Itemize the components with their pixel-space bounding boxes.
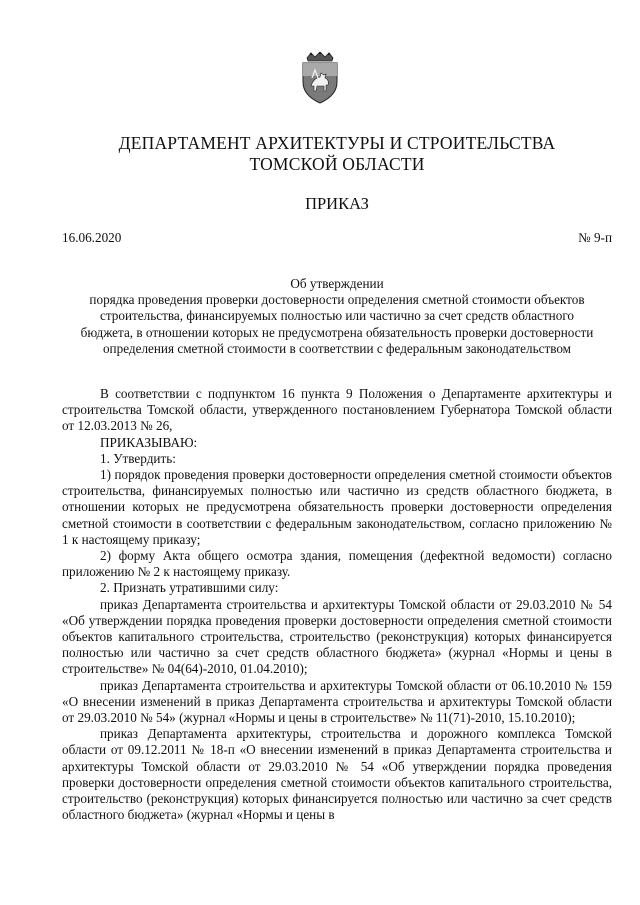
- body-paragraph-subitem-2: 2) форму Акта общего осмотра здания, помещения (дефектной ведомости) согласно приложению № 2 к настоящему приказу.: [62, 548, 612, 580]
- body-paragraph-repealed-1: приказ Департамента строительства и архитектуры Томской области от 29.03.2010 № 54 «Об утверждении порядка проведения проверки достоверности определения сметной стоимости объектов капитального строительства, строительство (реконструкция) которых финансируется полностью или частично за счет средств областного бюджета» (журнал «Нормы и цены в строительстве» № 04(64)-2010, 01.04.2010);: [62, 596, 612, 677]
- body-paragraph-subitem-1: 1) порядок проведения проверки достоверности определения сметной стоимости объектов строительства, финансируемых полностью или частично из средств областного бюджета, в отношении которых не предусмотрена обязательность проверки достоверности определения сметной стоимости в соответствии с федеральным законодательством, согласно приложению № 1 к настоящему приказу;: [62, 467, 612, 547]
- department-title: [62, 133, 612, 175]
- document-type: ПРИКАЗ: [305, 194, 369, 213]
- body-paragraph-order: ПРИКАЗЫВАЮ:: [100, 434, 198, 450]
- document-date: 16.06.2020: [62, 230, 122, 245]
- document-meta-row: [62, 230, 612, 246]
- body-paragraph-repealed-3: приказ Департамента архитектуры, строительства и дорожного комплекса Томской области от 09.12.2011 № 18-п «О внесении изменений в приказ Департамента строительства и архитектуры Томской области от 29.03.2010 № 54 «Об утверждении порядка проведения проверки достоверности определения сметной стоимости объектов капитального строительства, строительство (реконструкция) которых финансируется полностью или частично за счет средств областного бюджета» (журнал «Нормы и цены в: [62, 726, 612, 823]
- subject-line: строительства, финансируемых полностью или частично за счет средств областного: [100, 308, 574, 324]
- department-title-line1: ДЕПАРТАМЕНТ АРХИТЕКТУРЫ И СТРОИТЕЛЬСТВА: [118, 133, 556, 153]
- body-paragraph-repealed-2: приказ Департамента строительства и архитектуры Томской области от 06.10.2010 № 159 «О внесении изменений в приказ Департамента строительства и архитектуры Томской области от 29.03.2010 № 54» (журнал «Нормы и цены в строительстве» № 11(71)-2010, 15.10.2010);: [62, 677, 612, 726]
- body-paragraph-item-2: 2. Признать утратившими силу:: [100, 580, 279, 596]
- tomsk-region-coat-of-arms-icon: [297, 52, 343, 104]
- subject-line: порядка проведения проверки достоверности определения сметной стоимости объектов: [89, 292, 585, 308]
- body-paragraph-preamble: В соответствии с подпунктом 16 пункта 9 Положения о Департаменте архитектуры и строительства Томской области, утвержденного постановлением Губернатора Томской области от 12.03.2013 № 26,: [62, 386, 612, 434]
- document-subject: [62, 276, 612, 357]
- subject-line: определения сметной стоимости в соответствии с федеральным законодательством: [102, 340, 572, 356]
- subject-line: бюджета, в отношении которых не предусмотрена обязательность проверки достоверности: [80, 324, 594, 340]
- department-title-line2: ТОМСКОЙ ОБЛАСТИ: [249, 154, 425, 174]
- document-body: [62, 386, 612, 823]
- subject-line: Об утверждении: [290, 276, 384, 291]
- body-paragraph-item-1: 1. Утвердить:: [100, 450, 176, 466]
- document-number: № 9-п: [578, 230, 612, 245]
